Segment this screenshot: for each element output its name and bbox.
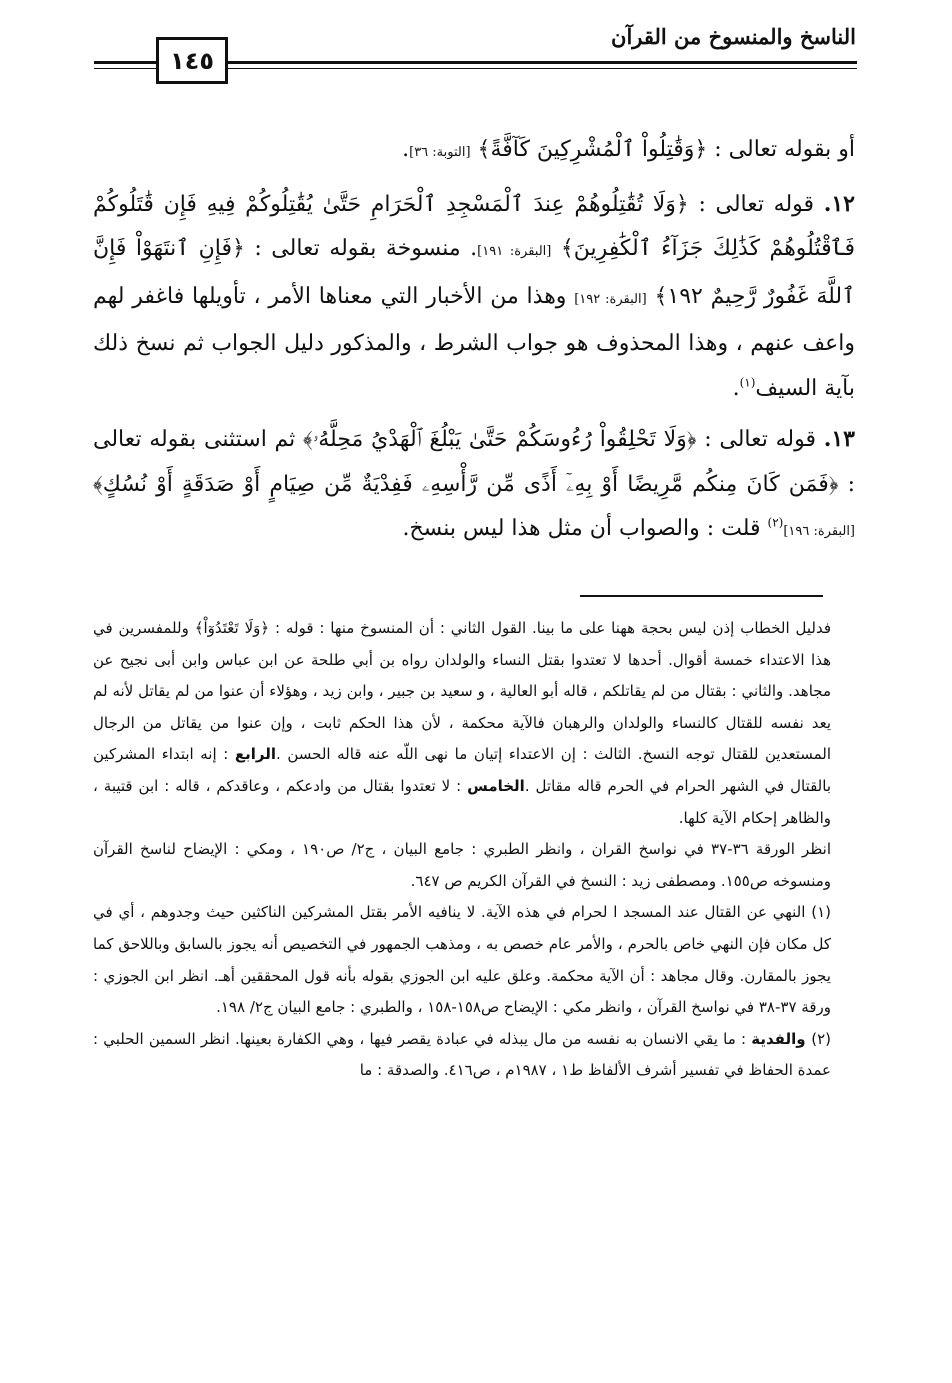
p2-tail: وهذا من الأخبار التي معناها الأمر ، تأويلها فاغفر لهم واعف عنهم ، وهذا المحذوف هو جواب الشرط ، والمذكور دليل الجواب ثم نسخ ذلك بآية السيف [93,283,855,401]
verse-reference: [البقرة: ١٩٢] [574,291,647,307]
footnote-see-also: انظر الورقة ٣٦-٣٧ في نواسخ القران ، وانظر الطبري : جامع البيان ، ج٢/ ص١٩٠ ، ومكي : الإيضاح لناسخ القرآن ومنسوخه ص١٥٥. ومصطفى زيد : النسخ في القرآن الكريم ص ٦٤٧. [93,840,831,890]
footnote-separator [580,595,823,597]
verse-reference: [البقرة: ١٩١] [477,244,552,259]
p3-lead: قوله تعالى : [696,427,824,452]
footnote-2 [93,1024,831,1087]
verse-reference: [التوبة: ٣٦] [409,145,471,160]
p1-end: . [402,137,410,162]
quran-verse: ﴿وَلَا تَعْتَدُوٓاْ﴾ [194,619,270,637]
p2-end: . [732,375,740,401]
quran-verse: ﴿وَلَا تَحْلِقُواْ رُءُوسَكُمْ حَتَّىٰ يَبْلُغَ ٱلْهَدْيُ مَحِلَّهُۥ﴾ [303,427,697,452]
p2-lead: قوله تعالى : [688,191,824,217]
paragraph-12 [93,182,855,412]
fn0-b: وللمفسرين في هذا الاعتداء خمسة أقوال. أحدها لا تعتدوا بقتل النساء والولدان رواه بن أبي طلحة عن ابن عباس وابن أبى نجيح عن مجاهد. والثاني : بقتال من لم يقاتلكم ، قاله أبو العالية ، و سعيد بن جبير ، وابن زيد ، وهؤلاء أن عنوا من لم يقاتل لأنه لم يعد نفسه للقتال كالنساء والولدان والرهبان فالآية محكمة ، لأن هذا الحكم ثابت ، وإن عنوا من يقاتل من الرجال المستعدين للقتال توجه النسخ. الثالث : إن الاعتداء إتيان ما نهى اللّه عنه قاله الحسن . [93,619,831,764]
fn0-keyword-5: الخامس [467,776,525,795]
p1-lead: أو بقوله تعالى : [707,137,855,162]
quran-verse: ﴿فَإِنِ ٱنتَهَوْاْ فَإِنَّ ٱللَّهَ غَفُورٌ رَّحِيمٌ ١٩٢﴾ [93,236,855,309]
verse-reference: [البقرة: ١٩٦] [783,524,855,539]
main-text [93,128,855,561]
paragraph-13 [93,417,855,555]
running-header-title: الناسخ والمنسوخ من القرآن [611,24,856,49]
footnote-2-label: (٢) [811,1029,832,1048]
fn1-text: النهي عن القتال عند المسجد ا لحرام في هذه الآية. لا ينافيه الأمر بقتل المشركين الناكثين حيث وجدوهم ، أي في كل مكان فإن النهي خاص بالحرم ، والأمر عام خصص به ، ومذهب الجمهور في التخصيص أنه يجوز بالسابق وباللاحق كما يجوز بالمقارن. وقال مجاهد : أن الآية محكمة. وعلق عليه ابن الجوزي بقوله بأنه قول المحققين أهـ. انظر ابن الجوزي : ورقة ٣٧-٣٨ في نواسخ القرآن ، وانظر مكي : الإيضاح ص١٥٨-١٥٨ ، والطبري : جامع البيان ج٢/ ١٩٨. [93,903,831,1017]
p3-tail: قلت : والصواب أن مثل هذا ليس بنسخ. [402,516,768,541]
item-number-12: ١٢. [823,190,855,217]
footnotes [93,613,831,1087]
footnote-ref-1: (١) [739,375,756,390]
quran-verse: ﴿وَلَا تُقَٰتِلُوهُمْ عِندَ ٱلْمَسْجِدِ ٱلْحَرَامِ حَتَّىٰ يُقَٰتِلُوكُمْ فِيهِ فَإِن قَٰتَلُوكُمْ فَٱقْتُلُوهُمْ كَذَٰلِكَ جَزَآءُ ٱلْكَٰفِرِينَ﴾ [93,191,856,261]
footnote-continued [93,613,831,834]
footnote-ref-2: (٢) [767,515,784,530]
fn0-a: فدليل الخطاب إذن ليس بحجة ههنا على ما بينا. القول الثاني : أن المنسوخ منها : قوله : [269,619,831,637]
p2-mid: . منسوخة بقوله تعالى : [244,236,478,261]
page-number-box [156,37,228,84]
quran-verse: ﴿فَمَن كَانَ مِنكُم مَّرِيضًا أَوْ بِهِۦٓ أَذًى مِّن رَّأْسِهِۦ فَفِدْيَةٌ مِّن صِيَامٍ أَوْ صَدَقَةٍ أَوْ نُسُكٍ﴾ [93,471,839,497]
p3-mid: ثم استثنى بقوله تعالى : [93,427,855,497]
fn2-keyword: والفدية [751,1029,812,1048]
footnote-1-label: (١) [811,903,831,922]
paragraph-verse-tawba [93,128,855,176]
fn0-c: : إنه ابتداء المشركين بالقتال في الشهر الحرام في الحرم قاله مقاتل . [93,745,831,795]
fn2-text: : ما يقي الانسان به نفسه من مال يبذله في عبادة يقصر فيها ، وهي الكفارة بعينها. انظر السمين الحلبي : عمدة الحفاظ في تفسير أشرف الألفاظ ط١ ، ١٩٨٧م ، ص٤١٦. والصدقة : ما [93,1029,831,1080]
page-number: ١٤٥ [170,46,214,75]
fn0-keyword-4: الرابع [234,745,276,764]
fn0-d: : لا تعتدوا بقتال من وادعكم ، وعاقدكم ، قاله : ابن قتيبة ، والظاهر إحكام الآية كلها. [93,776,831,827]
item-number-13: ١٣. [823,426,855,452]
quran-verse: ﴿وَقَٰتِلُواْ ٱلْمُشْرِكِينَ كَآفَّةً﴾ [477,137,708,162]
footnote-1 [93,897,831,1023]
